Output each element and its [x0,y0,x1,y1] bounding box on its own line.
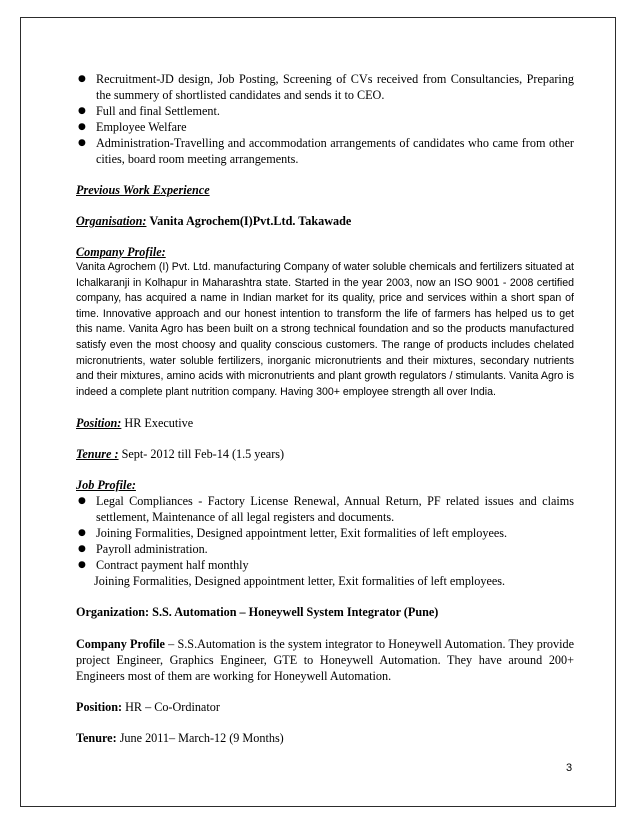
org1-label: Organisation: [76,214,147,228]
responsibilities-list [76,71,574,167]
job-profile-list [76,493,574,573]
resume-page-content [76,71,574,746]
org1-line [76,214,574,229]
org1-name: Vanita Agrochem(I)Pvt.Ltd. Takawade [149,214,352,228]
bullet-icon: ● [78,106,86,116]
list-item: ● Full and final Settlement. [78,104,220,118]
list-item: ● Legal Compliances - Factory License Renewal, Annual Return, PF related issues and claims settlement, Maintenance of all legal registers and documents. [78,494,574,525]
org1-profile-block [76,245,574,400]
org1-position [76,416,574,431]
list-item: ● Employee Welfare [78,120,187,134]
tenure-value: Sept- 2012 till Feb-14 (1.5 years) [118,447,285,462]
org2-profile-label: Company Profile [76,637,165,652]
org2-profile [76,636,574,684]
company-profile-text: Vanita Agrochem (I) Pvt. Ltd. manufacturing Company of water soluble chemicals and fertilizers situated at Ichalkaranji in Kolhapur in Maharashtra state. Started in the year 2003, now an ISO 9001 - 2008 certified company, has acquired a name in Indian market for its quality, price and services within a short span of time. Innovative approach and our honest intention to transform the life of farmers has helped us to get this name. Vanita Agro has been built on a strong technical foundation and so the products manufactured satisfy even the most choosy and quality conscious customers. The range of products includes chelated micronutrients, water soluble fertilizers, inorganic micronutrients and their mixtures, secondary nutrients and their mixtures, amino acids with micronutrients and plant growth regulators / stimulants. Vanita Agro is indeed a complete plant nutrition company. Having 300+ employee strength all over India. [76,261,574,398]
bullet-icon: ● [78,122,86,132]
job-profile-extra-line: Joining Formalities, Designed appointment letter, Exit formalities of left employees. [94,574,506,589]
org2-profile-text: – S.S.Automation is the system integrator to Honeywell Automation. They provide project Engineer, Graphics Engineer, GTE to Honeywell Automation. They have around 200+ Engineers most of them are working for Honeywell Automation. [76,637,574,684]
bullet-icon: ● [78,74,86,84]
bullet-icon: ● [78,544,86,555]
bullet-icon: ● [78,560,86,571]
company-profile-heading: Company Profile: [76,245,166,259]
list-item: ● Payroll administration. [78,542,208,557]
job-profile-block [76,478,574,589]
list-item: ● Joining Formalities, Designed appointment letter, Exit formalities of left employees. [78,526,508,541]
job-profile-heading: Job Profile: [76,478,136,493]
org2-tenure [76,731,574,746]
list-item: ● Contract payment half monthly [78,558,249,573]
org2-heading: Organization: S.S. Automation – Honeywell System Integrator (Pune) [76,605,439,620]
tenure-label: Tenure: [76,731,117,746]
tenure-label: Tenure : [76,447,119,462]
list-item: ● Recruitment-JD design, Job Posting, Screening of CVs received from Consultancies, Preparing the summery of shortlisted candidates and sends it to CEO. [78,72,574,102]
org2-position [76,700,574,715]
position-label: Position: [76,416,122,431]
list-item: ● Administration-Travelling and accommodation arrangements of candidates who came from other cities, board room meeting arrangements. [78,136,574,166]
position-label: Position: [76,700,123,715]
position-value: HR – Co-Ordinator [122,700,220,715]
bullet-icon: ● [78,528,86,539]
page-number: 3 [566,762,573,774]
position-value: HR Executive [121,416,194,431]
tenure-value: June 2011– March-12 (9 Months) [116,731,284,746]
bullet-icon: ● [78,496,86,507]
org1-tenure [76,447,574,462]
previous-work-heading: Previous Work Experience [76,183,210,197]
bullet-icon: ● [78,138,86,148]
